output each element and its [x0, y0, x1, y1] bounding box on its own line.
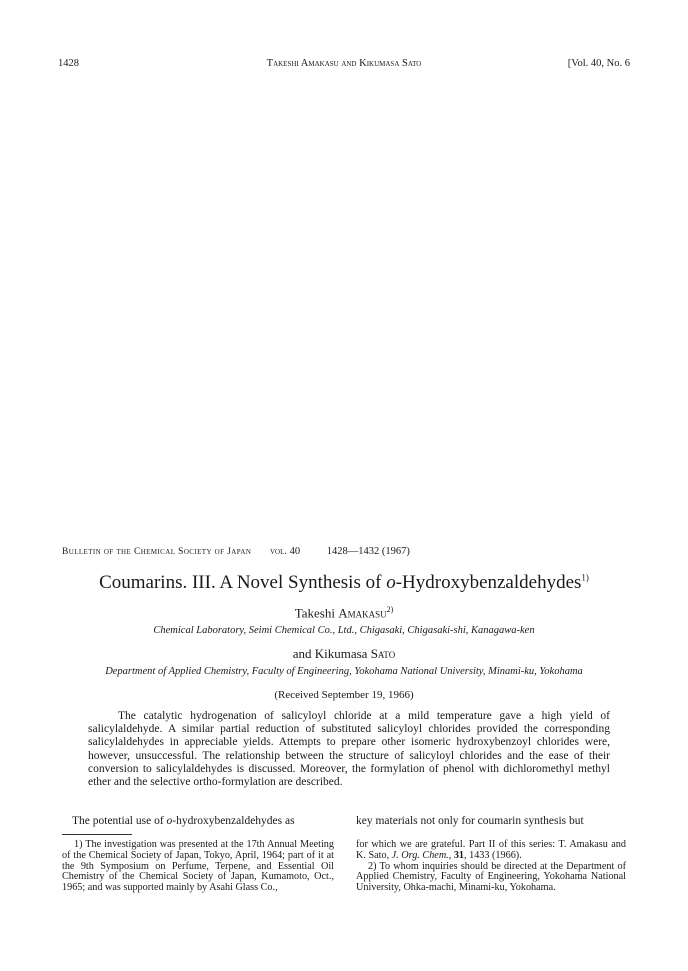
body-right-column: key materials not only for coumarin synthesis but [356, 815, 584, 827]
footnotes-left [62, 840, 334, 894]
running-head [58, 58, 630, 72]
footnote-1-journal: J. Org. Chem. [391, 849, 449, 861]
journal-pages: 1428—1432 (1967) [326, 546, 410, 557]
footnote-1-cont-post: , 1433 (1966). [464, 849, 522, 861]
author-1 [0, 605, 688, 621]
body-left-text-post: -hydroxybenzaldehydes as [172, 815, 295, 827]
body-left-text-pre: The potential use of [72, 815, 167, 827]
title-text-post: -Hydroxybenzaldehydes [395, 572, 582, 593]
received-date: (Received September 19, 1966) [274, 689, 414, 701]
journal-volume: vol. 40 [269, 546, 301, 557]
title-italic-prefix: o [386, 572, 396, 593]
author-1-given-name: Takeshi [294, 605, 335, 621]
footnote-rule [62, 834, 132, 835]
author-2-given-name: Kikumasa [314, 646, 368, 661]
paper-title [0, 572, 688, 594]
body-left-column [62, 815, 330, 827]
footnote-1-separator: , [448, 849, 454, 861]
running-head-volume: [Vol. 40, No. 6 [567, 58, 630, 69]
title-footnote-marker: 1) [581, 572, 589, 583]
page-number: 1428 [58, 58, 79, 69]
body-left-italic: o [166, 815, 173, 827]
footnote-1: 1) The investigation was presented at the 17th Annual Meeting of the Chemical Society of Japan, Tokyo, April, 1964; part of it at the 9th Symposium on Perfume, Terpene, and Essential Oil Chemistry of the Chemical Society of Japan, Kumamoto, Oct., 1965; and was supported mainly by Asahi Glass Co., [62, 839, 334, 894]
running-head-authors: Takeshi Amakasu and Kikumasa Sato [266, 58, 422, 69]
author-2 [0, 646, 688, 662]
author-1-surname: Amakasu [338, 605, 387, 621]
footnote-1-volume: 31 [453, 849, 464, 861]
title-text-pre: Coumarins. III. A Novel Synthesis of [99, 572, 387, 593]
footnote-2: 2) To whom inquiries should be directed at the Department of Applied Chemistry, Faculty of Engineering, Yokohama National University, Ohka-machi, Minami-ku, Yokohama. [356, 860, 626, 894]
footnote-1-cont-pre: for which we are grateful. Part II of this series: T. Amakasu and K. Sato, [356, 839, 626, 861]
footnotes-right [356, 840, 626, 894]
author-1-affiliation: Chemical Laboratory, Seimi Chemical Co., Ltd., Chigasaki, Chigasaki-shi, Kanagawa-ken [153, 625, 535, 636]
journal-citation [62, 546, 622, 557]
author-2-surname: Sato [370, 646, 396, 661]
journal-name: Bulletin of the Chemical Society of Japan [62, 547, 252, 557]
author-1-footnote-marker: 2) [386, 605, 394, 614]
author-conjunction: and [292, 646, 312, 661]
footnote-1-continued [356, 840, 626, 862]
author-2-affiliation: Department of Applied Chemistry, Faculty of Engineering, Yokohama National University, Minami-ku, Yokohama [105, 666, 583, 677]
abstract: The catalytic hydrogenation of salicyloyl chloride at a mild temperature gave a high yield of salicylaldehyde. A similar partial reduction of substituted salicyloyl chlorides provided the corresponding salicylaldehydes in appreciable yields. Attempts to prepare other isomeric hydroxybenzoyl chlorides were, however, unsuccessful. The relationship between the structure of salicyloyl chlorides and the ease of their conversion to salicylaldehydes is discussed. Moreover, the formylation of phenol with dichloromethyl methyl ether and the selective ortho-formylation are described. [88, 710, 610, 789]
